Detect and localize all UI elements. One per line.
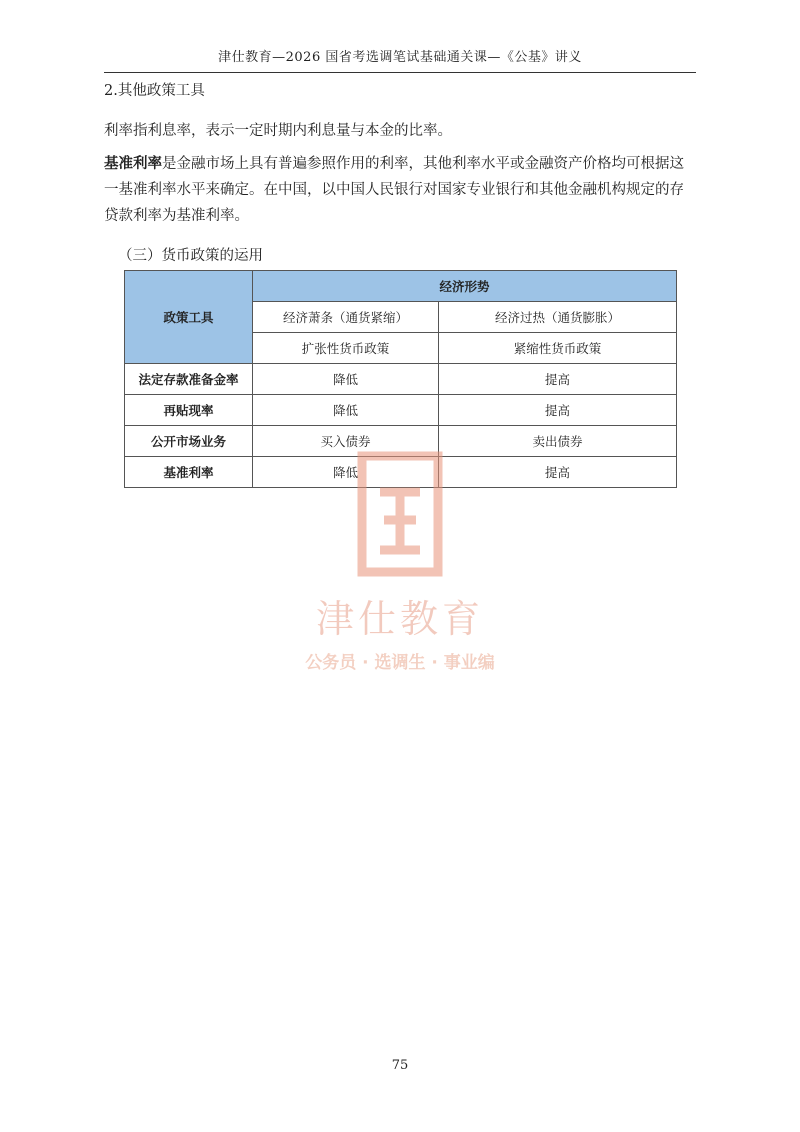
condition-overheating: 经济过热（通货膨胀）	[439, 302, 677, 333]
row-expand-action: 买入债券	[253, 426, 439, 457]
monetary-policy-table	[124, 270, 677, 488]
header-policy-tool: 政策工具	[125, 271, 253, 364]
row-contract-action: 提高	[439, 364, 677, 395]
paragraph-benchmark-rate-text: 是金融市场上具有普遍参照作用的利率，其他利率水平或金融资产价格均可根据这一基准利率水平来确定。在中国，以中国人民银行对国家专业银行和其他金融机构规定的存贷款利率为基准利率。	[104, 156, 684, 224]
row-expand-action: 降低	[253, 364, 439, 395]
table-row	[125, 457, 677, 488]
condition-recession: 经济萧条（通货紧缩）	[253, 302, 439, 333]
header-economic-situation: 经济形势	[253, 271, 677, 302]
table-row	[125, 364, 677, 395]
row-contract-action: 提高	[439, 457, 677, 488]
watermark-brand: 津仕教育	[315, 597, 484, 641]
header-rule	[104, 72, 696, 73]
subsection-heading: （三）货币政策的运用	[118, 248, 263, 264]
row-tool: 再贴现率	[125, 395, 253, 426]
row-expand-action: 降低	[253, 457, 439, 488]
row-expand-action: 降低	[253, 395, 439, 426]
row-tool: 基准利率	[125, 457, 253, 488]
page-content	[104, 78, 696, 284]
term-benchmark-rate: 基准利率	[104, 155, 162, 172]
row-contract-action: 提高	[439, 395, 677, 426]
policy-contractionary: 紧缩性货币政策	[439, 333, 677, 364]
paragraph-benchmark-rate	[104, 151, 696, 229]
page-number: 75	[391, 1058, 409, 1073]
page-header: 津仕教育—2026 国省考选调笔试基础通关课—《公基》讲义	[218, 50, 582, 65]
table-row	[125, 395, 677, 426]
watermark-tagline: 公务员 · 选调生 · 事业编	[305, 653, 495, 673]
row-contract-action: 卖出债券	[439, 426, 677, 457]
section-heading: 2.其他政策工具	[104, 83, 205, 99]
policy-expansionary: 扩张性货币政策	[253, 333, 439, 364]
table-row	[125, 426, 677, 457]
row-tool: 法定存款准备金率	[125, 364, 253, 395]
paragraph-interest-rate: 利率指利息率，表示一定时期内利息量与本金的比率。	[104, 123, 452, 139]
row-tool: 公开市场业务	[125, 426, 253, 457]
